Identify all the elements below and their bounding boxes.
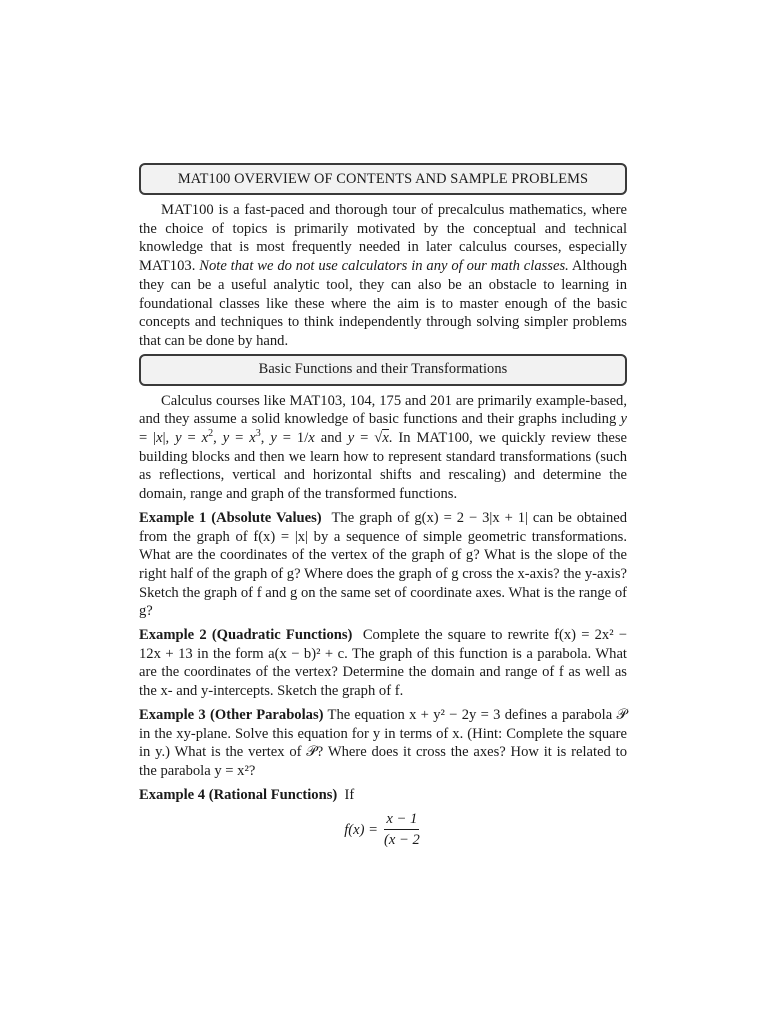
example-3-label: Example 3 (Other Parabolas) — [139, 706, 324, 723]
section-intro-paragraph — [139, 392, 627, 504]
section-intro-text-a: Calculus courses like MAT103, 104, 175 and 201 are primarily example-based, and they assume a solid knowledge of basic functions and their graphs including — [139, 392, 627, 428]
formula-numerator: x − 1 — [384, 810, 419, 830]
section-intro-text-b: . In MAT100, we quickly review these building blocks and then we learn how to represent standard transformations (such as reflections, vertical and horizontal shifts and rescaling) and determine the domain, range and graph of the transformed functions. — [139, 430, 628, 503]
formula-fraction — [382, 810, 422, 849]
example-2-text: Complete the square to rewrite f(x) = 2x² − 12x + 13 in the form a(x − b)² + c. The graph of this function is a parabola. What are the coordinates of the vertex? Determine the domain and range of f as well as the x- and y-intercepts. Sketch the graph of f. — [139, 627, 628, 700]
example-3 — [139, 706, 627, 781]
example-4-text: If — [344, 786, 355, 803]
section-title-box — [139, 354, 627, 386]
example-4-label: Example 4 (Rational Functions) — [139, 786, 338, 803]
intro-text-a: MAT100 is a fast-paced and thorough tour of precalculus mathematics, where the choice of topics is primarily motivated by the conceptual and technical knowledge that is most frequently needed in later calculus courses, especially MAT103. — [139, 202, 627, 275]
example-1-label: Example 1 (Absolute Values) — [139, 509, 322, 526]
example-4 — [139, 786, 627, 805]
example-2-label: Example 2 (Quadratic Functions) — [139, 627, 353, 644]
document-page — [139, 163, 627, 849]
formula-lhs: f(x) = — [344, 821, 378, 838]
section-title: Basic Functions and their Transformations — [258, 361, 508, 378]
example-2 — [139, 626, 627, 701]
intro-paragraph — [139, 201, 627, 351]
intro-text-b: Although they can be a useful analytic tool, they can also be an obstacle to learning in foundational classes like these where the aim is to master enough of the basic concepts and techniques to think independently through solving simpler problems that can be done by hand. — [139, 258, 627, 349]
formula-denominator: (x − 2 — [383, 832, 420, 849]
example-1-text: The graph of g(x) = 2 − 3|x + 1| can be obtained from the graph of f(x) = |x| by a sequence of simple geometric transformations. What are the coordinates of the vertex of the graph of g? What is the slope of the right half of the graph of g? Where does the graph of g cross the x-axis? the y-axis? Sketch the graph of f and g on the same set of coordinate axes. What is the range of g? — [139, 509, 628, 620]
basic-functions-list: y = |x|, $y = x^2$, $y = x^3$, y = 1/x and y = √x — [139, 411, 627, 447]
document-title: MAT100 OVERVIEW OF CONTENTS AND SAMPLE PROBLEMS — [177, 170, 589, 187]
example-3-text: The equation x + y² − 2y = 3 defines a parabola 𝒫 in the xy-plane. Solve this equation for y in terms of x. (Hint: Complete the square in y.) What is the vertex of 𝒫? Where does it cross the axes? How it is related to the parabola y = x²? — [139, 706, 628, 779]
document-title-box — [139, 163, 627, 195]
example-1 — [139, 509, 627, 621]
intro-text-italic: Note that we do not use calculators in any of our math classes. — [199, 258, 569, 275]
rational-function-formula — [139, 810, 627, 849]
